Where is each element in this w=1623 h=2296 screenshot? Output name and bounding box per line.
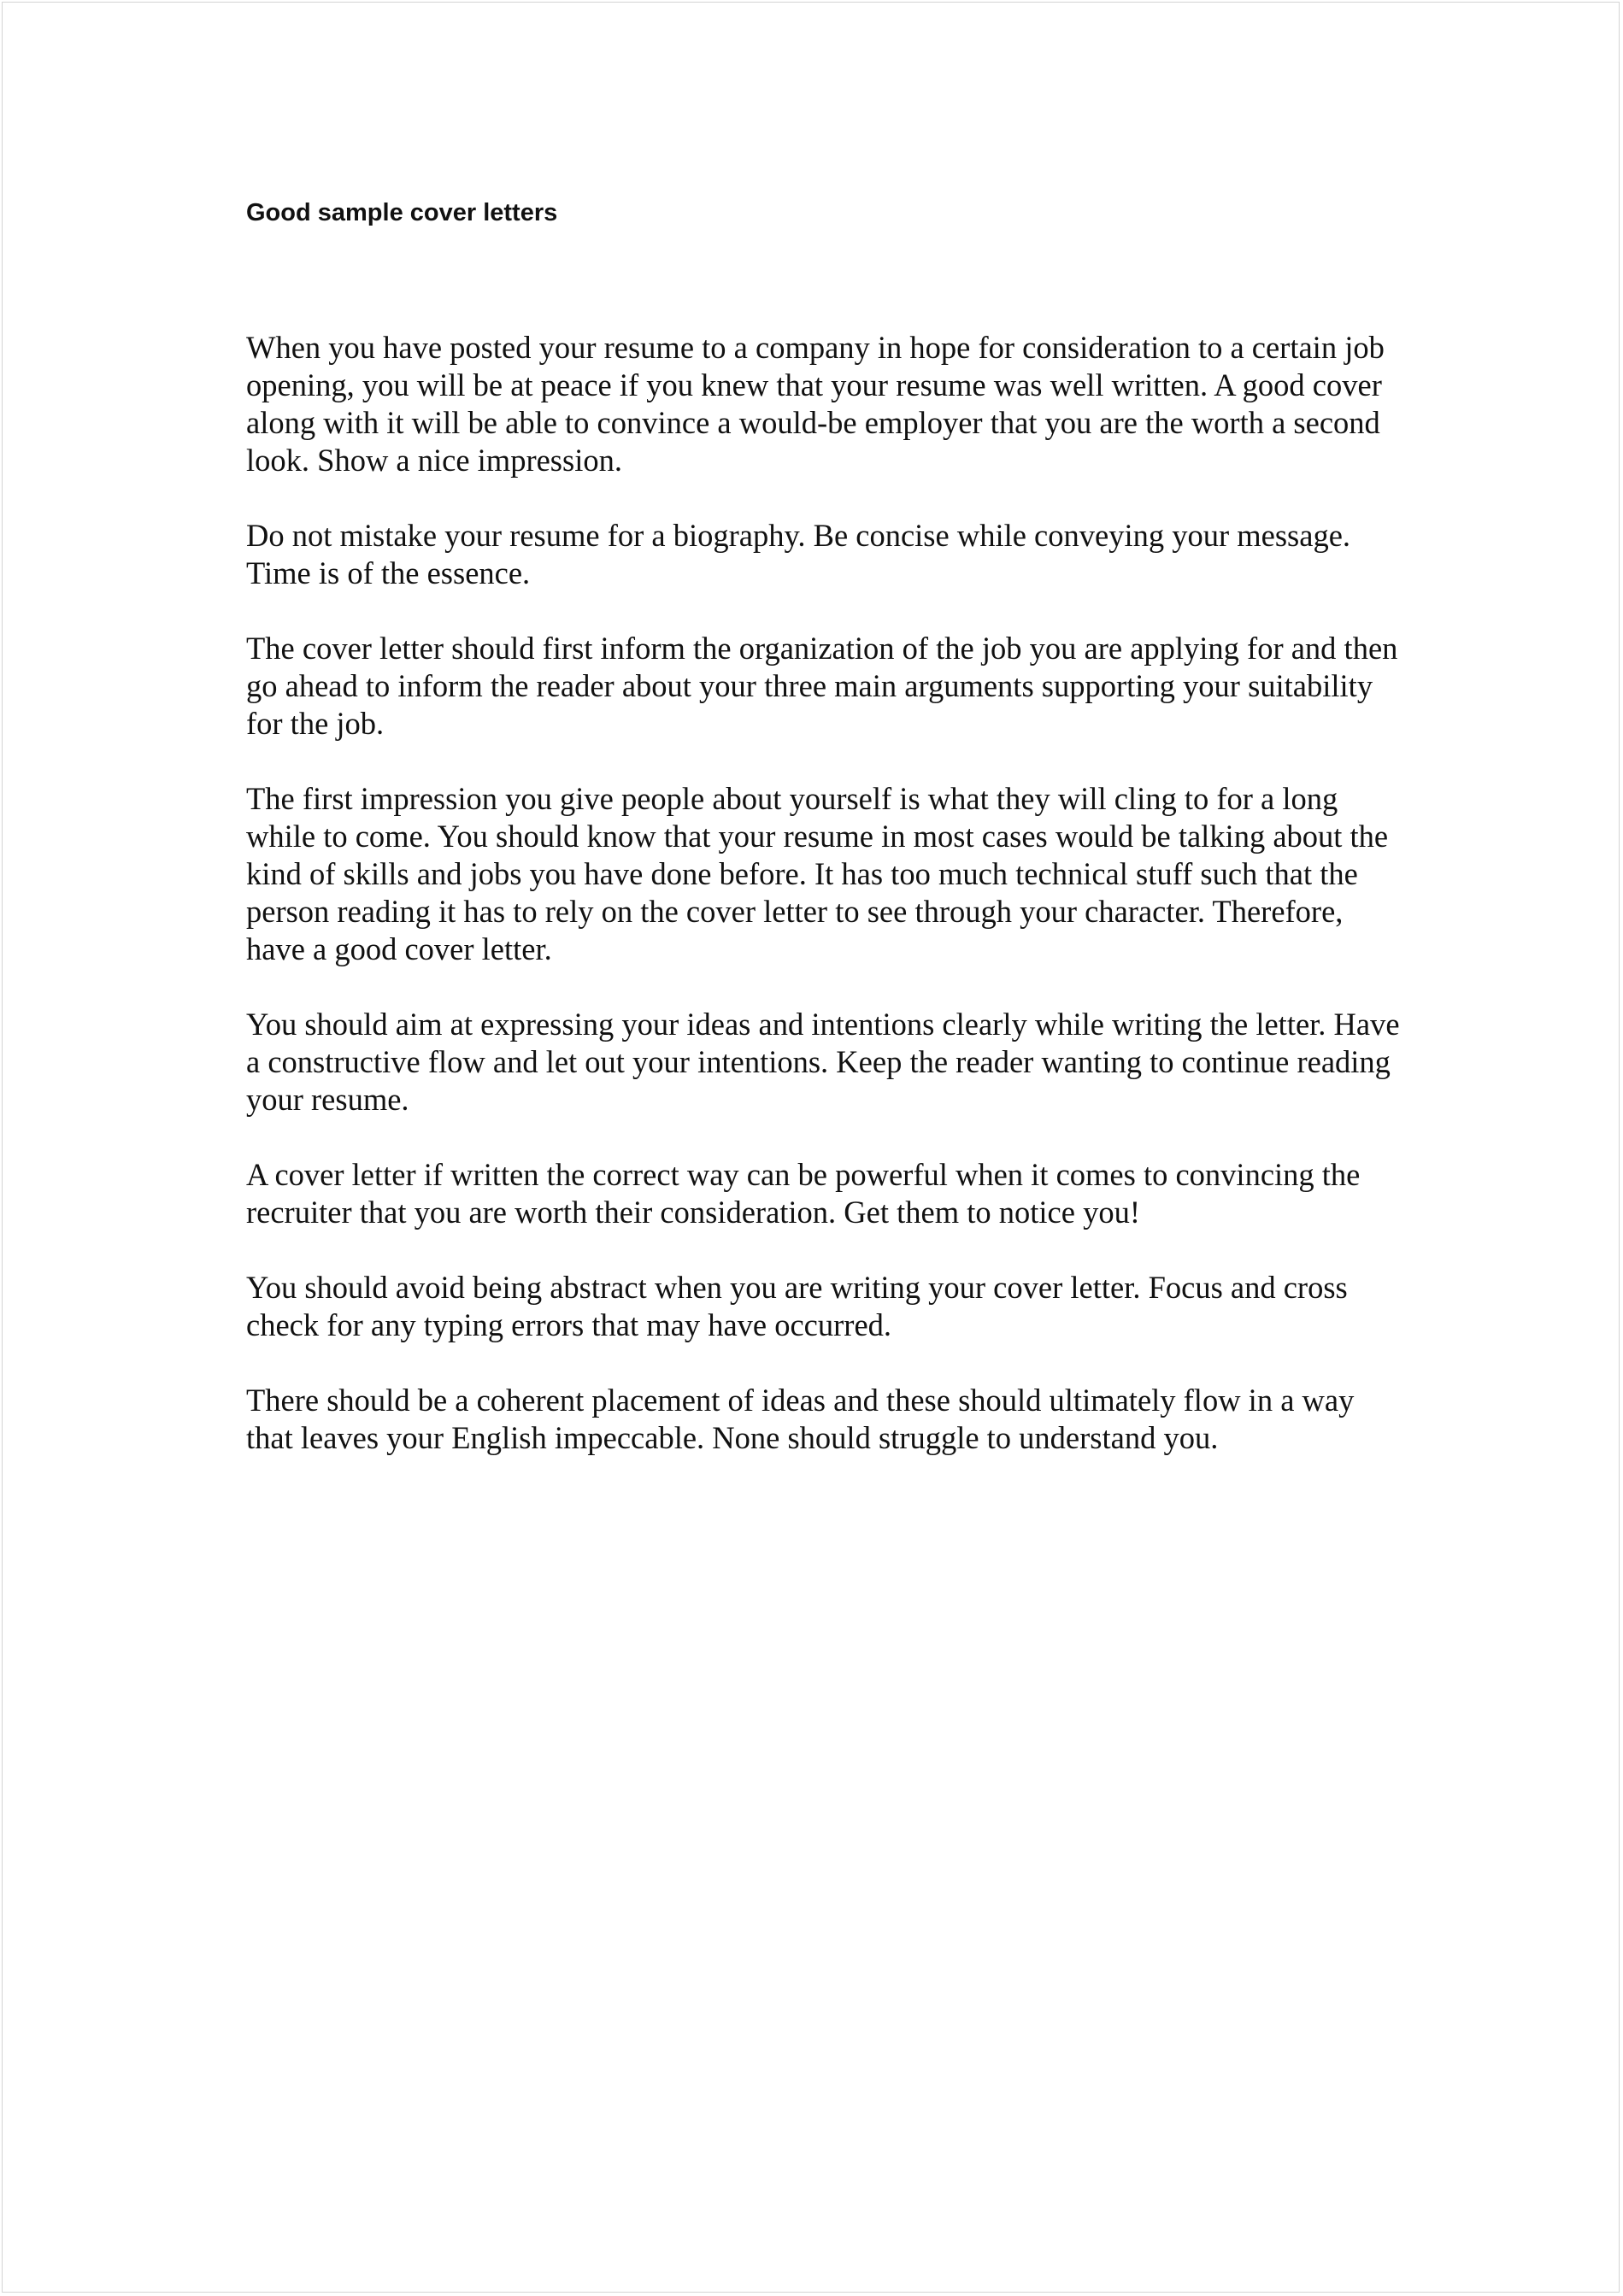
document-page [2, 2, 1620, 2293]
paragraph-powerful-letter: A cover letter if written the correct way can be powerful when it comes to convincing the recruiter that you are worth their consideration. Get them to notice you! [246, 1157, 1361, 1230]
paragraph-express-ideas: You should aim at expressing your ideas and intentions clearly while writing the letter. Have a constructive flow and let out your intentions. Keep the reader wanting to continue reading your resume. [246, 1007, 1400, 1117]
paragraph-avoid-abstract: You should avoid being abstract when you are writing your cover letter. Focus and cross check for any typing errors that may have occurred. [246, 1270, 1348, 1342]
document-content [246, 197, 1408, 1455]
document-title: Good sample cover letters [246, 199, 558, 226]
paragraph-concise: Do not mistake your resume for a biography. Be concise while conveying your message. Time is of the essence. [246, 518, 1351, 590]
paragraph-first-impression: The first impression you give people about yourself is what they will cling to for a long while to come. You should know that your resume in most cases would be talking about the kind of skills and jobs you have done before. It has too much technical stuff such that the person reading it has to rely on the cover letter to see through your character. Therefore, have a good cover letter. [246, 781, 1389, 966]
paragraph-coherent-ideas: There should be a coherent placement of ideas and these should ultimately flow in a way that leaves your English impeccable. None should struggle to understand you. [246, 1383, 1355, 1455]
paragraph-inform-organization: The cover letter should first inform the organization of the job you are applying for and then go ahead to inform the reader about your three main arguments supporting your suitability for the job. [246, 631, 1398, 741]
paragraph-intro: When you have posted your resume to a company in hope for consideration to a certain job opening, you will be at peace if you knew that your resume was well written. A good cover along with it will be able to convince a would-be employer that you are the worth a second look. Show a nice impression. [246, 330, 1385, 478]
document-body [246, 329, 1408, 1494]
